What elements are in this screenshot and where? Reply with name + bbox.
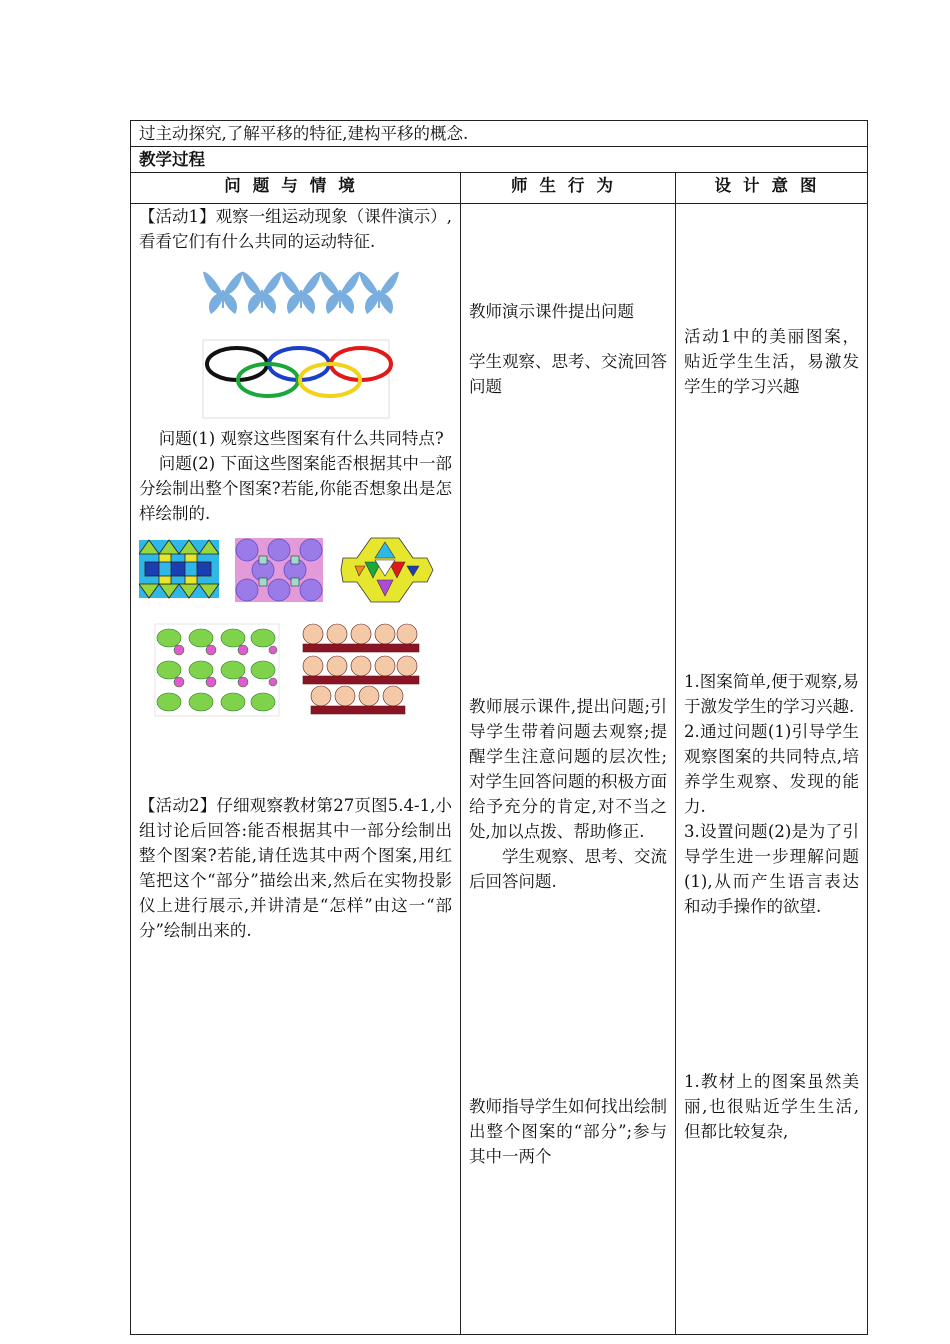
question-2: 问题(2) 下面这些图案能否根据其中一部分绘制出整个图案?若能,你能否想象出是怎样绘制的. [139, 454, 452, 523]
lesson-plan-table [130, 120, 868, 1335]
activity2-paragraph [139, 793, 452, 943]
body-row [131, 204, 868, 1335]
intent-point-1: 1.图案简单,便于观察,易于激发学生的学习兴趣. [684, 672, 860, 716]
tessellation-circle-pattern [235, 538, 323, 602]
butterfly-2 [242, 272, 282, 314]
col-design-intent [676, 204, 868, 1335]
face-pattern [303, 624, 419, 714]
activity1-paragraph [139, 204, 452, 254]
olympic-rings-figure [139, 338, 453, 422]
col-problem-situation [131, 204, 461, 1335]
butterfly-3 [281, 272, 321, 314]
butterflies-figure [139, 262, 453, 324]
tessellation-figures [139, 536, 453, 606]
activity2-text: 仔细观察教材第27页图5.4-1,小组讨论后回答:能否根据其中一部分绘制出整个图案?若能,请任选其中两个图案,用红笔把这个“部分”描绘出来,然后在实物投影仪上进行展示,并讲清是“怎样”由这一“部分”绘制出来的. [139, 796, 452, 940]
tessellation-hexagon-pattern [139, 540, 219, 598]
header-row [131, 173, 868, 204]
header-problem-situation: 问题与情境 [131, 173, 461, 204]
butterfly-4 [320, 272, 360, 314]
col-teacher-student [461, 204, 676, 1335]
butterfly-1 [203, 272, 243, 314]
tessellation-star-pattern [341, 538, 433, 602]
question-1: 问题(1) 观察这些图案有什么共同特点? [158, 429, 444, 448]
header-teacher-student: 师生行为 [461, 173, 676, 204]
section-title: 教学过程 [131, 147, 868, 173]
teacher-action-2: 教师展示课件,提出问题;引导学生带着问题去观察;提醒学生注意问题的层次性;对学生回答问题的积极方面给予充分的肯定,对不当之处,加以点拨、帮助修正. [469, 697, 667, 841]
bird-pattern [155, 624, 279, 716]
teacher-action-3: 教师指导学生如何找出绘制出整个图案的“部分”;参与其中一两个 [469, 1097, 667, 1166]
student-action-1: 学生观察、思考、交流回答问题 [469, 352, 667, 396]
intro-text: 过主动探究,了解平移的特征,建构平移的概念. [131, 121, 868, 147]
activity1-label: 【活动1】 [139, 207, 216, 226]
intro-row [131, 121, 868, 147]
activity1-text: 观察一组运动现象（课件演示）,看看它们有什么共同的运动特征. [139, 207, 453, 251]
activity2-label: 【活动2】 [139, 796, 217, 815]
header-design-intent: 设计意图 [676, 173, 868, 204]
character-pattern-figures [139, 620, 453, 718]
intent-point-2: 2.通过问题(1)引导学生观察图案的共同特点,培养学生观察、发现的能力. [684, 722, 860, 816]
section-row [131, 147, 868, 173]
intent-activity2-point-1: 1.教材上的图案虽然美丽,也很贴近学生生活,但都比较复杂, [684, 1072, 860, 1141]
student-action-2: 学生观察、思考、交流后回答问题. [469, 847, 667, 891]
intent-activity1: 活动1中的美丽图案，贴近学生生活，易激发学生的学习兴趣 [684, 327, 860, 396]
teacher-action-1: 教师演示课件提出问题 [469, 302, 634, 321]
intent-point-3: 3.设置问题(2)是为了引导学生进一步理解问题(1),从而产生语言表达和动手操作的欲望. [684, 822, 860, 916]
butterfly-5 [359, 272, 399, 314]
